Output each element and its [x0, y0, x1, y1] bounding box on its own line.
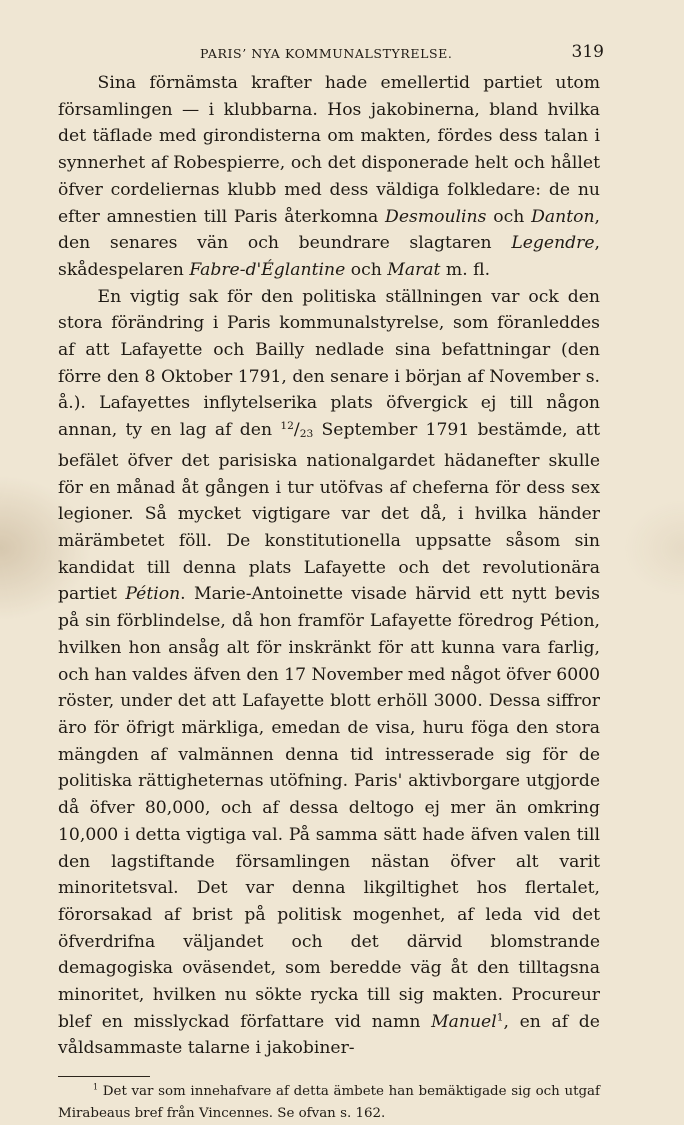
- footnote-paragraph: [58, 1081, 600, 1125]
- footnote-divider: [58, 1076, 150, 1077]
- text-run: . Marie-Antoinette visade härvid ett nytt bevis på sin förblindelse, då hon framför Lafayette föredrog Pétion, hvilken hon ansåg alt för inskränkt för att kunna vara farlig, och han valdes äfven den 17 November med något öfver 6000 röster, under det att Lafayette blott erhöll 3000. Dessa siffror äro för öfrigt märkliga, emedan de visa, huru föga den stora mängden af valmännen denna tid intresserade sig för de politiska rättigheternas utöfning. Paris' aktivborgare utgjorde då öfver 80,000, och af dessa deltogo ej mer än omkring 10,000 i detta vigtiga val. På samma sätt hade äfven valen till den lagstiftande församlingen nästan öfver alt varit minoritetsval. Det var denna likgiltighet hos flertalet, förorsakad af brist på politisk mogenhet, af leda vid det öfverdrifna väljandet och det därvid blomstrande demagogiska oväsendet, som beredde väg åt den tilltagsna minoritet, hvilken nu sökte rycka till sig makten. Procureur blef en misslyckad författare vid namn: [58, 584, 600, 1032]
- text-run: och: [345, 259, 388, 280]
- date-fraction: $^{12}/_{23}$: [280, 419, 314, 441]
- text-run: , skådespelaren: [58, 233, 600, 280]
- fraction-numerator: 12: [280, 419, 294, 433]
- text-run: , en af de våldsammaste talarne i jakobiner-: [58, 1011, 600, 1059]
- body-text: [58, 70, 600, 1062]
- text-run: Sina förnämsta krafter hade emellertid partiet utom församlingen — i klubbarna. Hos jakobinerna, bland hvilka det täflade med girondisterna om makten, fördes dess talan i synnerhet af Robespierre, och det disponerade helt och hållet öfver cordeliernas klubb med dess väldiga folkledare: de nu efter amnestien till Paris återkomna: [58, 73, 600, 227]
- running-head: [58, 36, 604, 66]
- person-name: Pétion: [125, 584, 181, 605]
- footnote: [58, 1081, 600, 1125]
- footnote-marker: 1: [92, 1081, 99, 1092]
- text-run: m. fl.: [440, 259, 491, 280]
- footnote-text: Det var som innehafvare af detta ämbete han bemäktigade sig och utgaf Mirabeaus bref från Vincennes. Se ofvan s. 162.: [58, 1084, 600, 1122]
- book-page: [58, 36, 604, 1125]
- text-run: September 1791 bestämde, att befälet öfver det parisiska nationalgardet hädanefter skulle för en månad åt gången i tur utöfvas af cheferna för dess sex legioner. Så mycket vigtigare var det då, i hvilka händer märämbetet föll. De konstitutionella uppsatte såsom sin kandidat till denna plats Lafayette och det revolutionära partiet: [58, 420, 600, 605]
- running-title: PARIS’ NYA KOMMUNALSTYRELSE.: [200, 46, 453, 61]
- person-name: Desmoulins: [385, 206, 487, 227]
- person-name: Fabre-d'Églantine: [189, 259, 346, 280]
- text-run: och: [486, 206, 532, 227]
- fraction-denominator: 23: [299, 427, 314, 441]
- footnote-reference[interactable]: 1: [496, 1010, 504, 1023]
- person-name: Marat: [387, 259, 441, 280]
- page-number: 319: [571, 42, 604, 62]
- paragraph: [58, 284, 600, 1063]
- person-name: Manuel: [431, 1011, 497, 1032]
- text-run: , den senares vän och beundrare slagtaren: [58, 206, 600, 254]
- person-name: Legendre: [511, 233, 595, 254]
- text-run: En vigtig sak för den politiska ställningen var ock den stora förändring i Paris kommunalstyrelse, som föranleddes af att Lafayette och Bailly nedlade sina befattningar (den förre den 8 Oktober 1791, den senare i början af November s. å.). Lafayettes inflytelserika plats öfvergick ej till någon annan, ty en lag af den: [58, 286, 600, 441]
- person-name: Danton: [531, 206, 595, 227]
- paragraph: [58, 70, 600, 284]
